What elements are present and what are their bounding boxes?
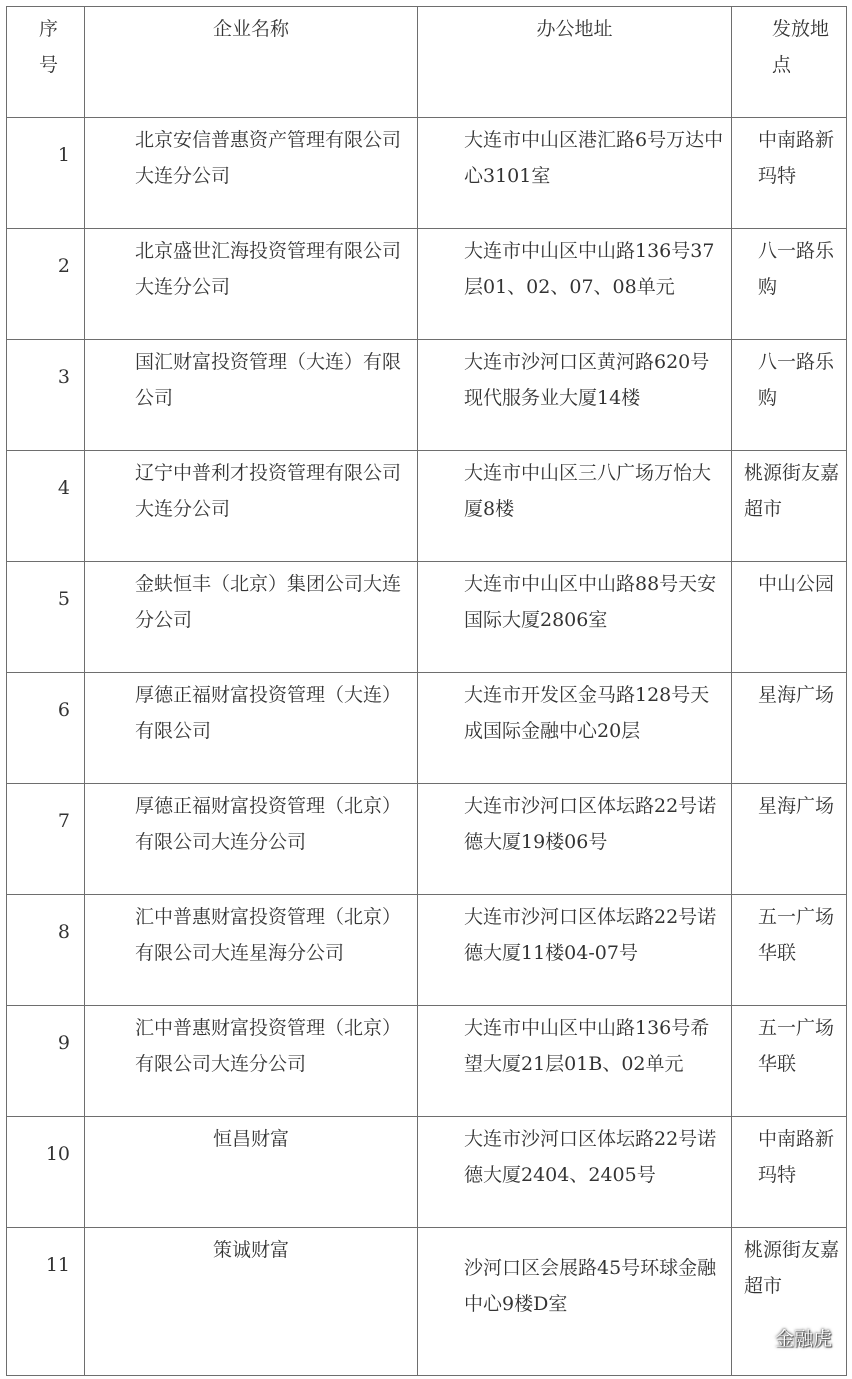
row-seq: 4	[7, 451, 85, 562]
wechat-icon	[739, 1326, 769, 1350]
row-address: 大连市沙河口区体坛路22号诺德大厦11楼04-07号	[418, 895, 732, 1006]
row-address: 大连市中山区中山路136号希望大厦21层01B、02单元	[418, 1006, 732, 1117]
row-seq: 6	[7, 673, 85, 784]
row-seq: 7	[7, 784, 85, 895]
row-company-name: 厚德正福财富投资管理（北京）有限公司大连分公司	[85, 784, 418, 895]
header-seq: 序号	[7, 7, 85, 118]
table-row	[7, 895, 847, 1006]
table-row	[7, 229, 847, 340]
row-company-name: 汇中普惠财富投资管理（北京）有限公司大连星海分公司	[85, 895, 418, 1006]
row-place: 八一路乐购	[732, 229, 847, 340]
row-company-name: 策诚财富	[85, 1228, 418, 1376]
row-company-name: 辽宁中普利才投资管理有限公司大连分公司	[85, 451, 418, 562]
row-seq: 1	[7, 118, 85, 229]
row-company-name: 恒昌财富	[85, 1117, 418, 1228]
table-row	[7, 1117, 847, 1228]
row-seq: 10	[7, 1117, 85, 1228]
table-row	[7, 784, 847, 895]
row-place: 星海广场	[732, 673, 847, 784]
row-seq: 3	[7, 340, 85, 451]
row-address: 大连市中山区中山路136号37层01、02、07、08单元	[418, 229, 732, 340]
table-row	[7, 673, 847, 784]
row-seq: 11	[7, 1228, 85, 1376]
header-row	[7, 7, 847, 118]
row-place: 五一广场华联	[732, 1006, 847, 1117]
row-company-name: 金蚨恒丰（北京）集团公司大连分公司	[85, 562, 418, 673]
row-place: 桃源街友嘉超市	[732, 451, 847, 562]
table-row	[7, 118, 847, 229]
row-company-name: 汇中普惠财富投资管理（北京）有限公司大连分公司	[85, 1006, 418, 1117]
row-seq: 2	[7, 229, 85, 340]
row-place: 桃源街友嘉超市	[732, 1228, 847, 1376]
header-address: 办公地址	[418, 7, 732, 118]
header-name: 企业名称	[85, 7, 418, 118]
row-company-name: 厚德正福财富投资管理（大连）有限公司	[85, 673, 418, 784]
row-address: 大连市沙河口区体坛路22号诺德大厦19楼06号	[418, 784, 732, 895]
row-address: 大连市中山区中山路88号天安国际大厦2806室	[418, 562, 732, 673]
row-address: 沙河口区会展路45号环球金融中心9楼D室	[418, 1228, 732, 1376]
row-company-name: 国汇财富投资管理（大连）有限公司	[85, 340, 418, 451]
watermark	[739, 1324, 832, 1351]
row-address: 大连市沙河口区黄河路620号现代服务业大厦14楼	[418, 340, 732, 451]
row-address: 大连市开发区金马路128号天成国际金融中心20层	[418, 673, 732, 784]
row-seq: 8	[7, 895, 85, 1006]
row-address: 大连市沙河口区体坛路22号诺德大厦2404、2405号	[418, 1117, 732, 1228]
row-place: 中南路新玛特	[732, 1117, 847, 1228]
watermark-text: 金融虎	[774, 1328, 832, 1350]
table-row	[7, 451, 847, 562]
row-place: 星海广场	[732, 784, 847, 895]
row-address: 大连市中山区三八广场万怡大厦8楼	[418, 451, 732, 562]
row-place: 中南路新玛特	[732, 118, 847, 229]
table-row	[7, 562, 847, 673]
row-seq: 9	[7, 1006, 85, 1117]
row-company-name: 北京盛世汇海投资管理有限公司大连分公司	[85, 229, 418, 340]
table-row	[7, 1228, 847, 1376]
row-company-name: 北京安信普惠资产管理有限公司大连分公司	[85, 118, 418, 229]
row-seq: 5	[7, 562, 85, 673]
row-place: 中山公园	[732, 562, 847, 673]
row-place: 八一路乐购	[732, 340, 847, 451]
header-place: 发放地点	[732, 7, 847, 118]
row-address: 大连市中山区港汇路6号万达中心3101室	[418, 118, 732, 229]
table-row	[7, 340, 847, 451]
row-place: 五一广场华联	[732, 895, 847, 1006]
table-row	[7, 1006, 847, 1117]
company-table	[6, 6, 847, 1376]
